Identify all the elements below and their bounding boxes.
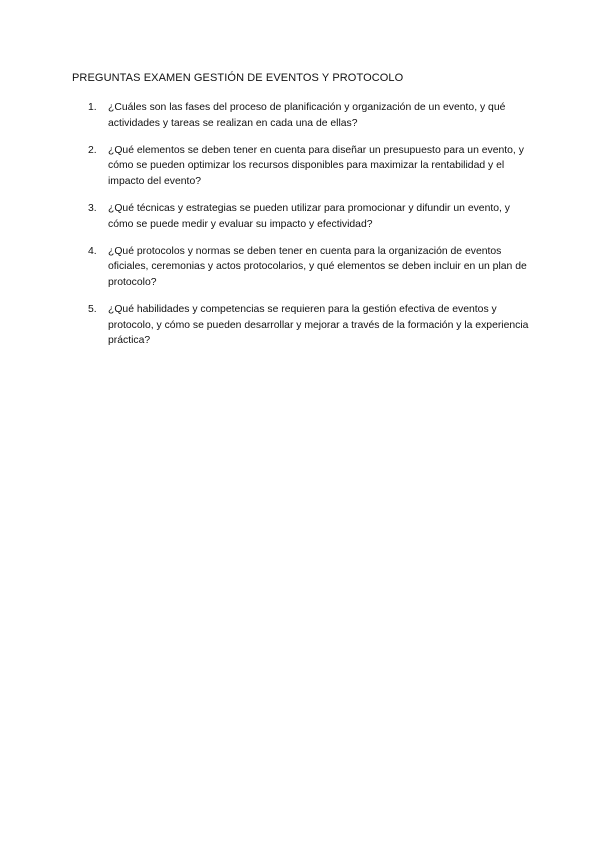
question-text: ¿Qué técnicas y estrategias se pueden utilizar para promocionar y difundir un evento, y cómo se puede medir y evaluar su impacto y efectividad? <box>108 202 510 230</box>
question-item-5 <box>72 302 534 349</box>
question-number: 5. <box>88 303 97 315</box>
question-item-4 <box>72 244 534 291</box>
question-number: 2. <box>88 144 97 156</box>
question-text: ¿Cuáles son las fases del proceso de planificación y organización de un evento, y qué actividades y tareas se realizan en cada una de ellas? <box>108 102 506 129</box>
question-item-1 <box>72 100 534 131</box>
question-number: 3. <box>88 202 97 214</box>
question-item-2 <box>72 143 534 190</box>
question-text: ¿Qué protocolos y normas se deben tener en cuenta para la organización de eventos oficiales, ceremonias y actos protocolarios, y qué elementos se deben incluir en un plan de protocolo? <box>108 245 527 288</box>
question-list <box>72 100 534 360</box>
question-number: 1. <box>88 102 97 113</box>
document-title: PREGUNTAS EXAMEN GESTIÓN DE EVENTOS Y PROTOCOLO <box>72 72 404 84</box>
question-number: 4. <box>88 245 97 257</box>
question-text: ¿Qué habilidades y competencias se requieren para la gestión efectiva de eventos y protocolo, y cómo se pueden desarrollar y mejorar a través de la formación y la experiencia práctica? <box>108 303 529 347</box>
question-text: ¿Qué elementos se deben tener en cuenta para diseñar un presupuesto para un evento, y cómo se pueden optimizar los recursos disponibles para maximizar la rentabilidad y el impacto del evento? <box>108 144 524 187</box>
question-item-3 <box>72 201 534 232</box>
